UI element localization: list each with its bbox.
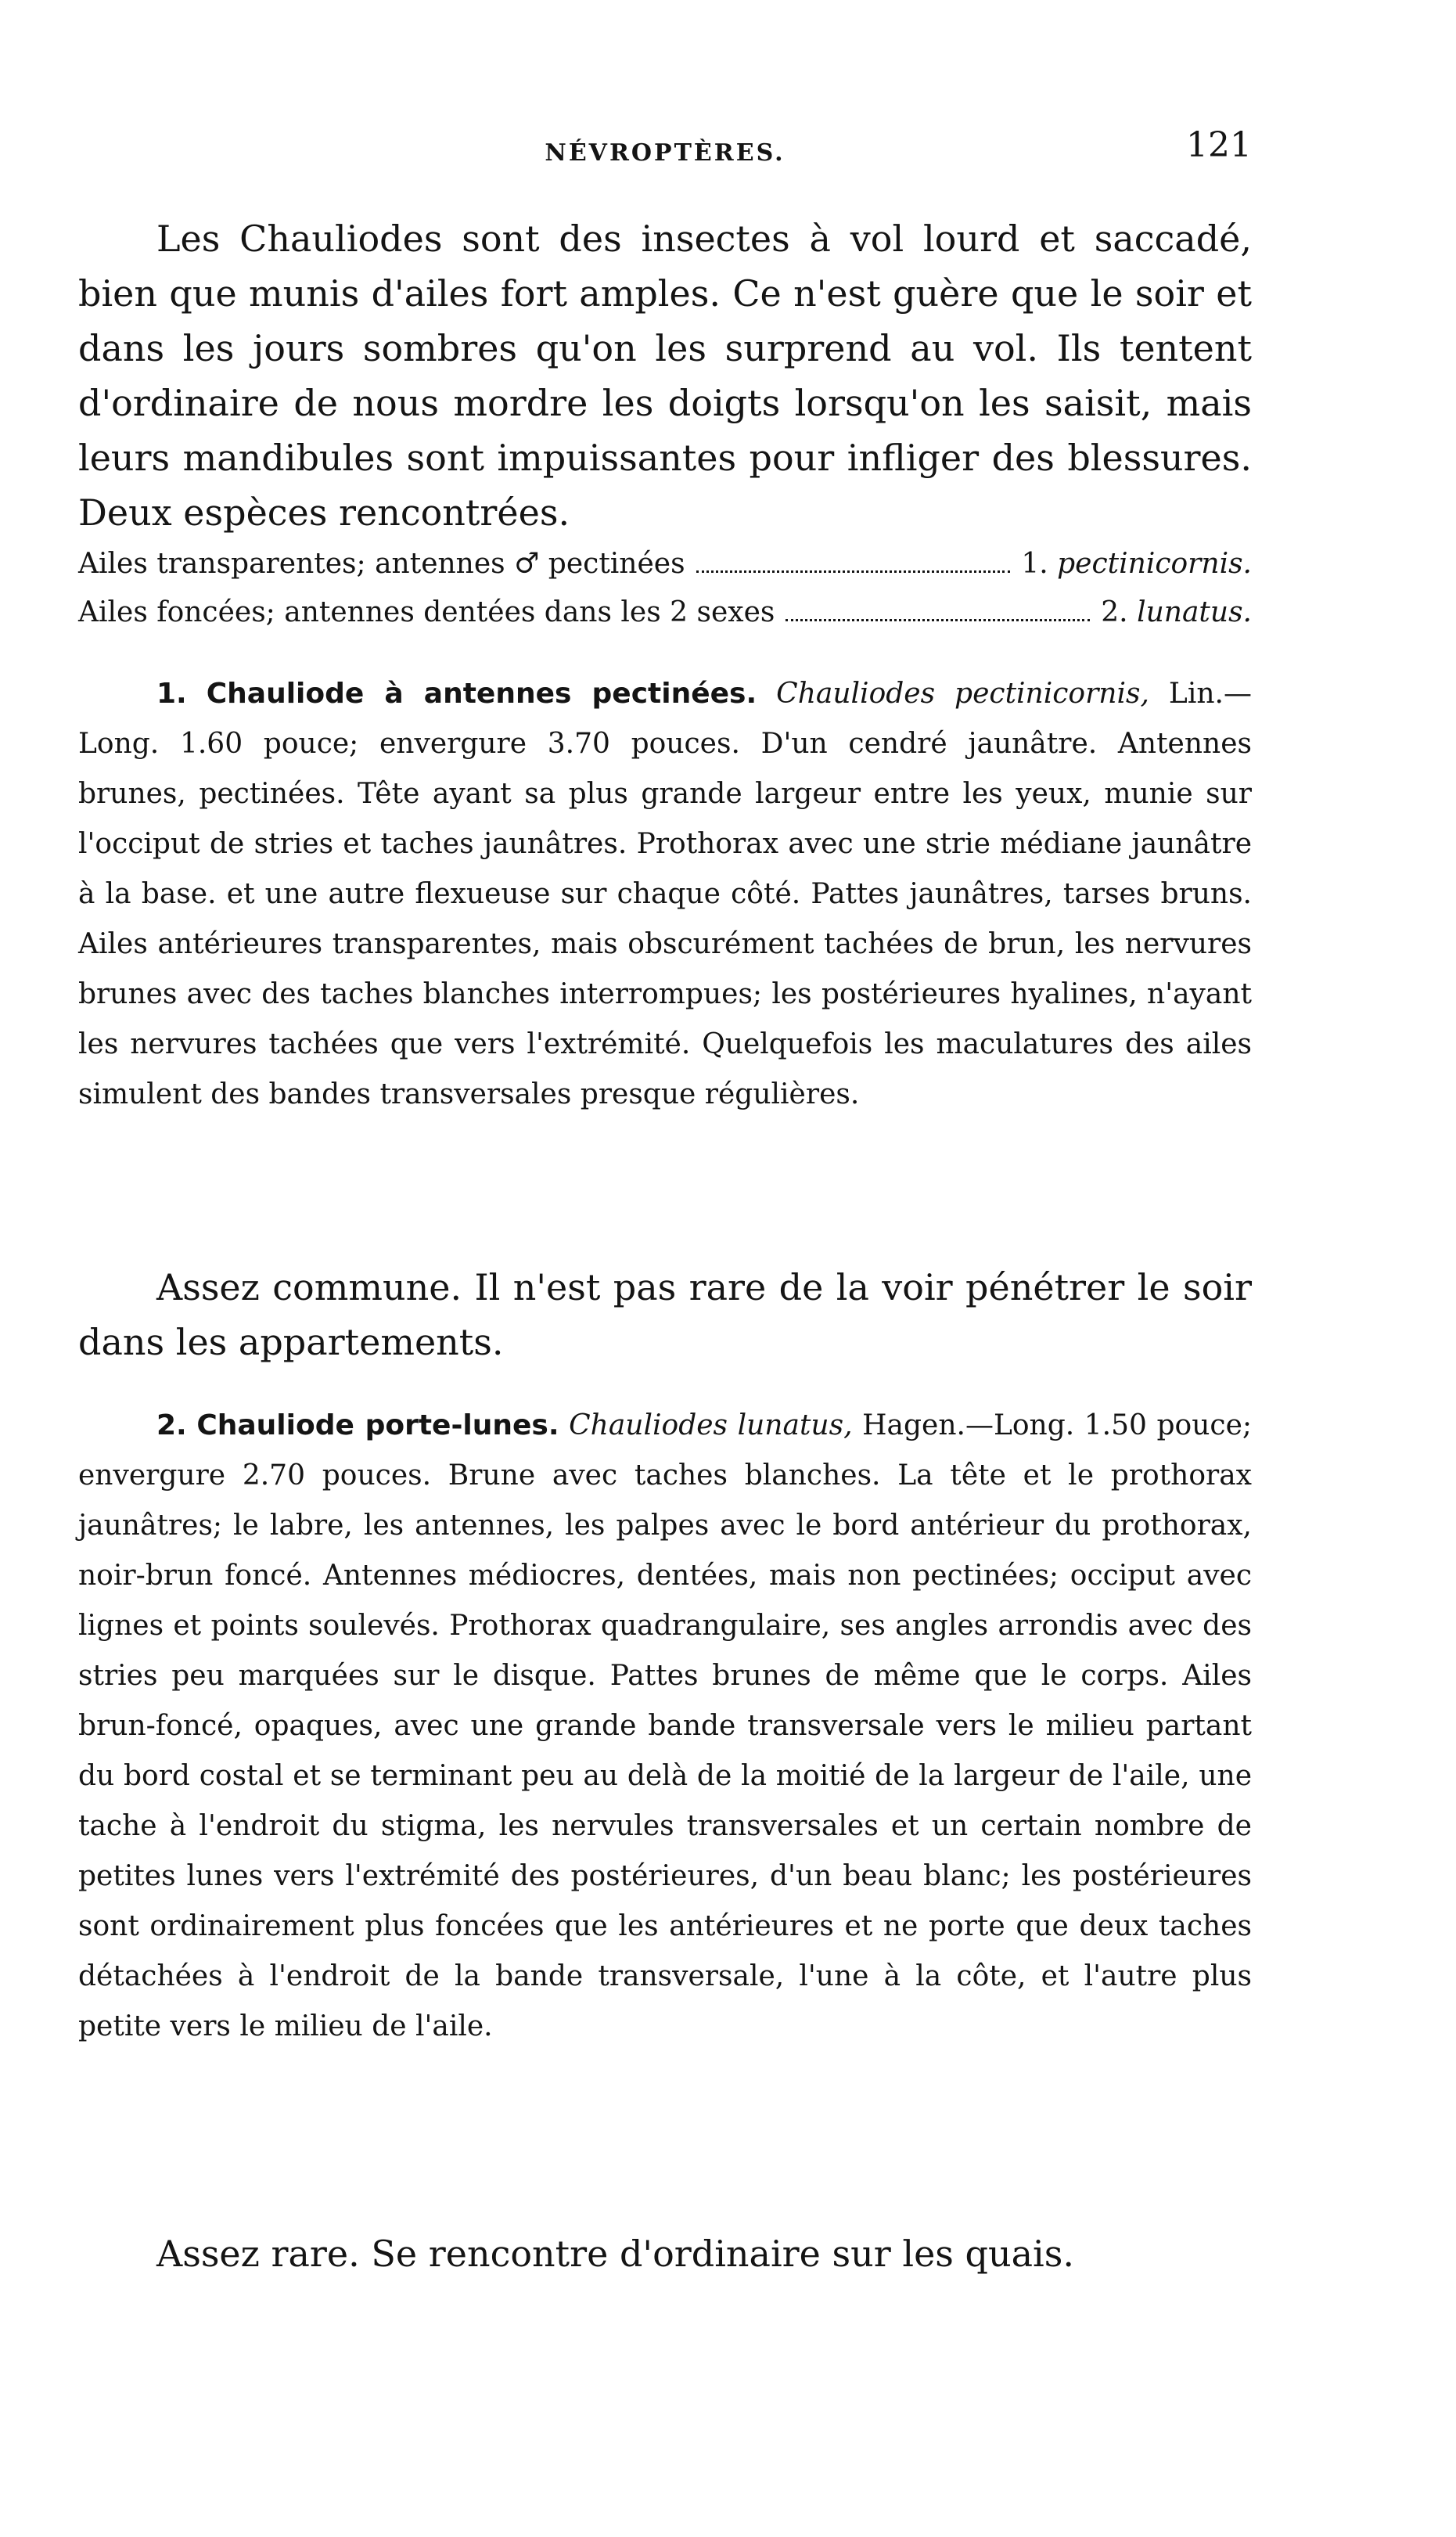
key-leader-dots xyxy=(696,570,1011,573)
key-entry-number: 2. xyxy=(1101,596,1128,628)
species-1-number: 1. xyxy=(156,678,187,710)
species-2-description-text: Hagen.—Long. 1.50 pouce; envergure 2.70 pouces. Brune avec taches blanches. La tête et le prothorax jaunâtres; le labre, les antennes, les palpes avec le bord antérieur du prothorax, noir-brun foncé. Antennes médiocres, dentées, mais non pectinées; occiput avec lignes et points soulevés. Prothorax quadrangulaire, ses angles arrondis avec des stries peu marquées sur le disque. Pattes brunes de même que le corps. Ailes brun-foncé, opaques, avec une grande bande transversale vers le milieu partant du bord costal et se terminant peu au delà de la moitié de la largeur de l'aile, une tache à l'endroit du stigma, les nervules transversales et un certain nombre de petites lunes vers l'extrémité des postérieures, d'un beau blanc; les postérieures sont ordinairement plus foncées que les antérieures et ne porte que deux taches détachées à l'endroit de la bande transversale, l'une à la côte, et l'autre plus petite vers le milieu de l'aile. xyxy=(78,1409,1253,2042)
species-2-description xyxy=(78,1401,1252,2052)
species-2-common-name: Chauliode porte-lunes. xyxy=(196,1409,559,1441)
key-entry-number: 1. xyxy=(1021,548,1048,580)
species-key xyxy=(78,540,1252,637)
key-entry-result xyxy=(1101,588,1252,637)
key-entry-species: pectinicornis. xyxy=(1057,548,1252,580)
intro-paragraph: Les Chauliodes sont des insectes à vol lourd et saccadé, bien que munis d'ailes fort amples. Ce n'est guère que le soir et dans les jours sombres qu'on les surprend au vol. Ils tentent d'ordinaire de nous mordre les doigts lorsqu'on les saisit, mais leurs mandibules sont impuissantes pour infliger des blessures. Deux espèces rencontrées. xyxy=(78,218,1252,534)
page-header xyxy=(78,117,1252,172)
key-entry xyxy=(78,588,1252,637)
page-number: 121 xyxy=(1186,125,1252,165)
species-2-scientific-name: Chauliodes lunatus, xyxy=(569,1409,853,1441)
key-entry xyxy=(78,540,1252,588)
key-entry-text: Ailes foncées; antennes dentées dans les 2 sexes xyxy=(78,596,775,628)
key-leader-dots xyxy=(786,619,1090,621)
running-title: NÉVROPTÈRES. xyxy=(545,139,786,167)
species-1-common-name: Chauliode à antennes pectinées. xyxy=(206,678,757,710)
species-1-description xyxy=(78,669,1252,1120)
species-1-scientific-name: Chauliodes pectinicornis, xyxy=(776,678,1149,710)
key-entry-result xyxy=(1021,540,1252,588)
species-2-number: 2. xyxy=(156,1409,187,1441)
key-entry-text: Ailes transparentes; antennes ♂ pectinées xyxy=(78,548,685,580)
species-1-remark: Assez commune. Il n'est pas rare de la voir pénétrer le soir dans les appartements. xyxy=(78,1266,1252,1363)
species-1-description-text: Lin.—Long. 1.60 pouce; envergure 3.70 pouces. D'un cendré jaunâtre. Antennes brunes, pectinées. Tête ayant sa plus grande largeur entre les yeux, munie sur l'occiput de stries et taches jaunâtres. Prothorax avec une strie médiane jaunâtre à la base. et une autre flexueuse sur chaque côté. Pattes jaunâtres, tarses bruns. Ailes antérieures transparentes, mais obscurément tachées de brun, les nervures brunes avec des taches blanches interrompues; les postérieures hyalines, n'ayant les nervures tachées que vers l'extrémité. Quelquefois les maculatures des ailes simulent des bandes transversales presque régulières. xyxy=(78,678,1252,1110)
key-entry-species: lunatus. xyxy=(1137,596,1252,628)
species-2-remark: Assez rare. Se rencontre d'ordinaire sur les quais. xyxy=(156,2233,1074,2275)
